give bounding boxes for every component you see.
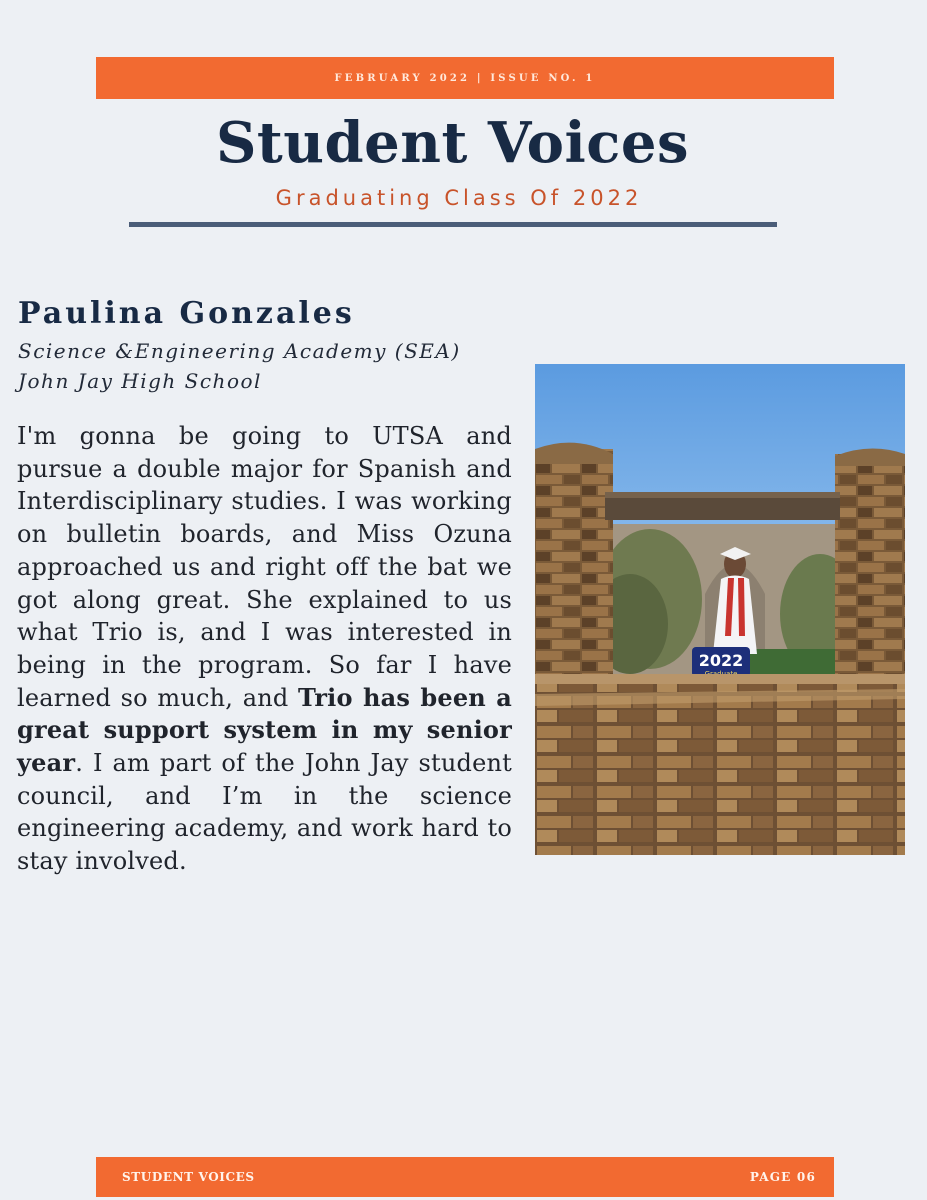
footer-banner bbox=[96, 1157, 834, 1197]
issue-banner bbox=[96, 57, 834, 99]
footer-publication-label: STUDENT VOICES bbox=[122, 1170, 255, 1184]
page-number: PAGE 06 bbox=[749, 1170, 816, 1184]
newsletter-title: Student Voices bbox=[215, 110, 690, 176]
bio-highlight: Trio has been a great support system in my senior year bbox=[17, 682, 512, 778]
student-name: Paulina Gonzales bbox=[18, 296, 355, 331]
student-school: John Jay High School bbox=[18, 369, 262, 393]
bio-text-1: I'm gonna be going to UTSA and pursue a double major for Spanish and Interdisciplinary studies. I was working on bulletin boards, and Miss Ozuna approached us and right off the bat we got along great. She explained to us what Trio is, and I was interested in being in the program. So far I have learned so much, and bbox=[17, 422, 512, 712]
student-program: Science &Engineering Academy (SEA) bbox=[18, 339, 461, 363]
bio-text-2: . I am part of the John Jay student council, and I’m in the science engineering academy, and work hard to stay involved. bbox=[17, 749, 512, 876]
photo-sign-year: 2022 bbox=[698, 651, 744, 670]
issue-line: FEBRUARY 2022 | ISSUE NO. 1 bbox=[334, 72, 596, 84]
masthead-divider bbox=[129, 222, 777, 227]
student-photo bbox=[535, 364, 905, 855]
newsletter-subtitle: Graduating Class Of 2022 bbox=[275, 186, 643, 210]
student-bio bbox=[17, 420, 512, 878]
